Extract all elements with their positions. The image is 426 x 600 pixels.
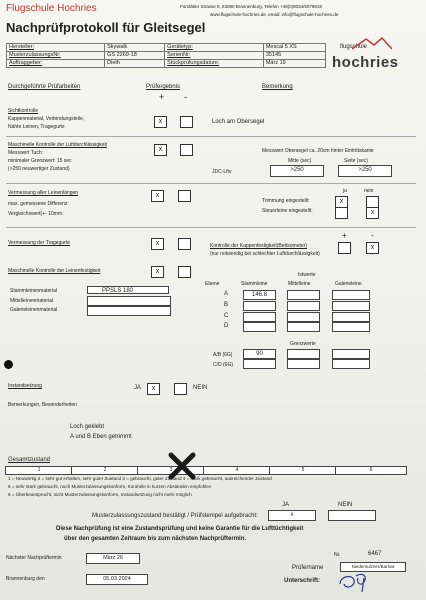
condition-scale [5,466,405,474]
stamp-nein-box[interactable] [328,510,376,521]
galerie-d-value[interactable] [332,322,370,332]
s5-plus-checkbox[interactable]: x [151,266,164,278]
next-date-label: Nächster Nachprüftermin [6,555,62,561]
nein-label: NEIN [193,385,208,391]
pruefer-field[interactable]: Niedersulzner/Barlow [340,562,406,572]
mittel-b-value[interactable] [287,301,320,311]
logo-small: flugschule [340,44,368,50]
s3-text: max. gemessene Differenz: [8,201,69,207]
minus-sign: - [371,231,374,240]
mittel-label: Mittelleinenmaterial [10,298,54,304]
s1-minus-checkbox[interactable] [180,116,193,128]
col-bemerkung: Bemerkung [262,84,293,90]
kappen-plus-checkbox[interactable] [338,242,351,254]
s1-text: Nähte Leinen, Tragegurte [8,124,65,130]
cd-value[interactable] [243,359,276,369]
info-label: SerienNr: [165,52,264,60]
ebene-row-label: C [224,313,229,319]
cd-label: C/D (6G) [213,362,233,368]
s2-right-note: Messwert Obersegel ca. 20cm hinter Eintrittskante [262,148,374,154]
plus-sign: + [342,231,347,240]
galerieleine-label: Galerieleine [335,281,362,287]
s1-plus-checkbox[interactable]: x [154,116,167,128]
kappen-note: (nur notwendig bei schlechter Luftdurchlässigkeit) [210,251,320,257]
school-name: Flugschule Hochries [6,3,97,14]
nr-value: 6467 [368,551,382,557]
divider [6,136,416,137]
scale-cell[interactable]: 6 [335,466,407,475]
scale-cell[interactable]: 5 [269,466,337,475]
remark-line: A und B Eben getrimmt [70,434,132,440]
divider [6,183,416,184]
ab-mittel-value[interactable] [287,349,320,359]
scale-cell[interactable]: 4 [203,466,271,475]
leinen-title: Vermessung aller Leinenlängen [8,190,79,196]
info-value: März 19 [263,60,325,68]
galerie-a-value[interactable] [332,290,370,300]
col-arbeiten: Durchgeführte Prüfarbeiten [8,84,81,90]
ja-label: JA [282,502,290,508]
stamm-a-value[interactable]: 146.8 [243,290,276,300]
plus-sign: + [159,92,165,102]
punch-hole [4,360,13,369]
ort-label: Brannenburg den [6,576,45,582]
col-ergebnis: Prüfergebnis [146,84,181,90]
mitte-value[interactable]: >250 [270,165,324,177]
ab-label: A/B (6G) [213,352,233,358]
page-title: Nachprüfprotokoll für Gleitsegel [6,20,206,35]
steuer-ja-checkbox[interactable] [335,207,348,219]
pruefer-label: Prüfername [292,565,324,571]
trim-label: Trimmung eingestellt: [262,198,310,204]
scale-cell[interactable]: 1 [5,466,73,475]
info-value: Skywalk [105,44,165,52]
gesamtzustand-title: Gesamtzustand [8,457,51,463]
signature-label: Unterschrift: [284,578,321,584]
info-value: Dieth [105,60,165,68]
ja-label: JA [134,385,142,391]
galerie-label: Galerieleinenmaterial [10,307,58,313]
bemerkungen-label: Bemerkungen, Besonderheiten [8,402,77,408]
stamp-question: Musterzulassungszustand bestätigt / Prüfstempel aufgebracht: [92,513,258,519]
logo-hochries: hochries [332,54,399,71]
stamp-ja-box[interactable]: x [268,510,316,521]
ja-label: ja [343,188,347,194]
mittel-c-value[interactable] [287,312,320,322]
scale-legend: 1 = Neuwertig 2 = sehr gut erhalten, sehr guter Zustand 3 = gebraucht, guter Zustand 4 = stark gebraucht, ausreichender Zustand [8,476,272,481]
disclaimer: über den gesamten Zeitraum bis zum nächsten Nachprüftermin. [64,536,247,542]
nr-label: Nr. [334,552,341,558]
steuer-label: Steuerleine eingestellt: [262,208,313,214]
scale-cell[interactable]: 2 [71,466,139,475]
s5-minus-checkbox[interactable] [178,266,191,278]
galerie-b-value[interactable] [332,301,370,311]
s4-plus-checkbox[interactable]: x [151,238,164,250]
divider [6,227,416,228]
s2-text: minimaler Grenzwert: 15 sec [8,158,72,164]
info-label: Gerätetyp: [165,44,264,52]
cd-galerie-value[interactable] [332,359,370,369]
mittel-d-value[interactable] [287,322,320,332]
mittelleine-label: Mittelleine [288,281,311,287]
scale-legend: 6 = Überbeansprucht, nicht Musterzulassungskonform, Instandsetzung nicht mehr möglich [8,492,192,497]
jdc-label: JDC-Lftv [212,169,232,175]
s2-plus-checkbox[interactable]: x [154,144,167,156]
seite-label: Seite (sec) [344,158,368,164]
s2-minus-checkbox[interactable] [180,144,193,156]
web-line: www.flugschule-hochries.de, email: info@flugschule-hochries.de [210,12,339,17]
ebene-label: Ebene [205,281,220,287]
grenzwerte-label: Grenzwerte [290,341,316,347]
seite-value[interactable]: >250 [338,165,392,177]
contact-line: Fürstätter Strasse 8, 83080 Brannenburg, Telefon +49(0)8034/6079819 [180,4,322,9]
stamm-label: Stammleinenmaterial [10,288,57,294]
scale-legend: 5 = sehr stark gebraucht, noch Musterzulassungskonform, Kontrolle in kurzen Abständen empfohlen [8,484,212,489]
instand-ja-checkbox[interactable]: x [147,383,160,395]
s3-text: Vergleichswert(+- 10mm [8,211,63,217]
ebene-row-label: A [224,291,229,297]
stammleine-label: Stammleine [241,281,268,287]
instandsetzung-title: Instandsetzung [8,383,42,389]
stamm-material-field[interactable]: PPSLS 180 [87,286,169,294]
stamm-b-value[interactable] [243,301,276,311]
luft-title: Maschinelle Kontrolle der Luftdurchlässigkeit [8,142,107,148]
s3-plus-checkbox[interactable]: x [151,190,164,202]
info-value: 35145 [263,52,325,60]
next-date-field[interactable]: März 26 [86,553,140,564]
ebene-row-label: D [224,323,229,329]
signature-scribble [334,570,378,594]
info-label: Stückprüfungsdatum: [165,60,264,68]
kappen-minus-checkbox[interactable]: x [366,242,379,254]
s1-note: Loch am Obersegel [212,119,265,125]
kappen-title: Kontrolle der Kappenfestigkeit(Bettsometer) [210,243,307,249]
ab-value[interactable]: 90 [243,349,276,359]
tragegurte-title: Vermessung der Tragegurte [8,240,70,246]
s1-text: Kappenmaterial, Verbindungsteile, [8,116,85,122]
info-label: MusterzulassungsNr: [7,52,105,60]
minus-sign: - [184,92,187,102]
cd-mittel-value[interactable] [287,359,320,369]
galerie-c-value[interactable] [332,312,370,322]
sichtkontrolle-title: Sichtkontrolle [8,108,39,114]
disclaimer: Diese Nachprüfung ist eine Zustandsprüfung und keine Garantie für die Lufttüchtigkeit [56,526,304,532]
leinenfestigkeit-title: Maschinelle Kontrolle der Leinenfestigkeit [8,268,101,274]
info-value: GS 2269-18 [105,52,165,60]
logo-mountain-icon [352,36,392,50]
date-field[interactable]: 05.03.2024 [86,574,148,585]
mittel-material-field[interactable] [87,296,171,306]
stamm-c-value[interactable] [243,312,276,322]
mitte-label: Mitte (sec) [288,158,312,164]
scale-cell[interactable]: 3 [137,466,205,475]
s3-minus-checkbox[interactable] [178,190,191,202]
mittel-a-value[interactable] [287,290,320,300]
instand-nein-checkbox[interactable] [174,383,187,395]
steuer-nein-checkbox[interactable]: x [366,207,379,219]
s2-text: Messwert Tuch: [8,150,44,156]
stamm-d-value[interactable] [243,322,276,332]
galerie-material-field[interactable] [87,306,171,316]
ab-galerie-value[interactable] [332,349,370,359]
info-label: Auftraggeber: [7,60,105,68]
istwerte-label: Istwerte [298,272,316,278]
nein-label: nein [364,188,374,194]
nein-label: NEIN [338,502,353,508]
remark-line: Loch geklebt [70,424,105,430]
ebene-row-label: B [224,302,229,308]
info-label: Hersteller: [7,44,105,52]
trim-ja-checkbox[interactable]: x [335,196,348,208]
s4-minus-checkbox[interactable] [178,238,191,250]
info-value: Mescal 5 XS [263,44,325,52]
s2-text: (>250 neuwertiger Zustand) [8,166,70,172]
info-table [6,43,326,68]
